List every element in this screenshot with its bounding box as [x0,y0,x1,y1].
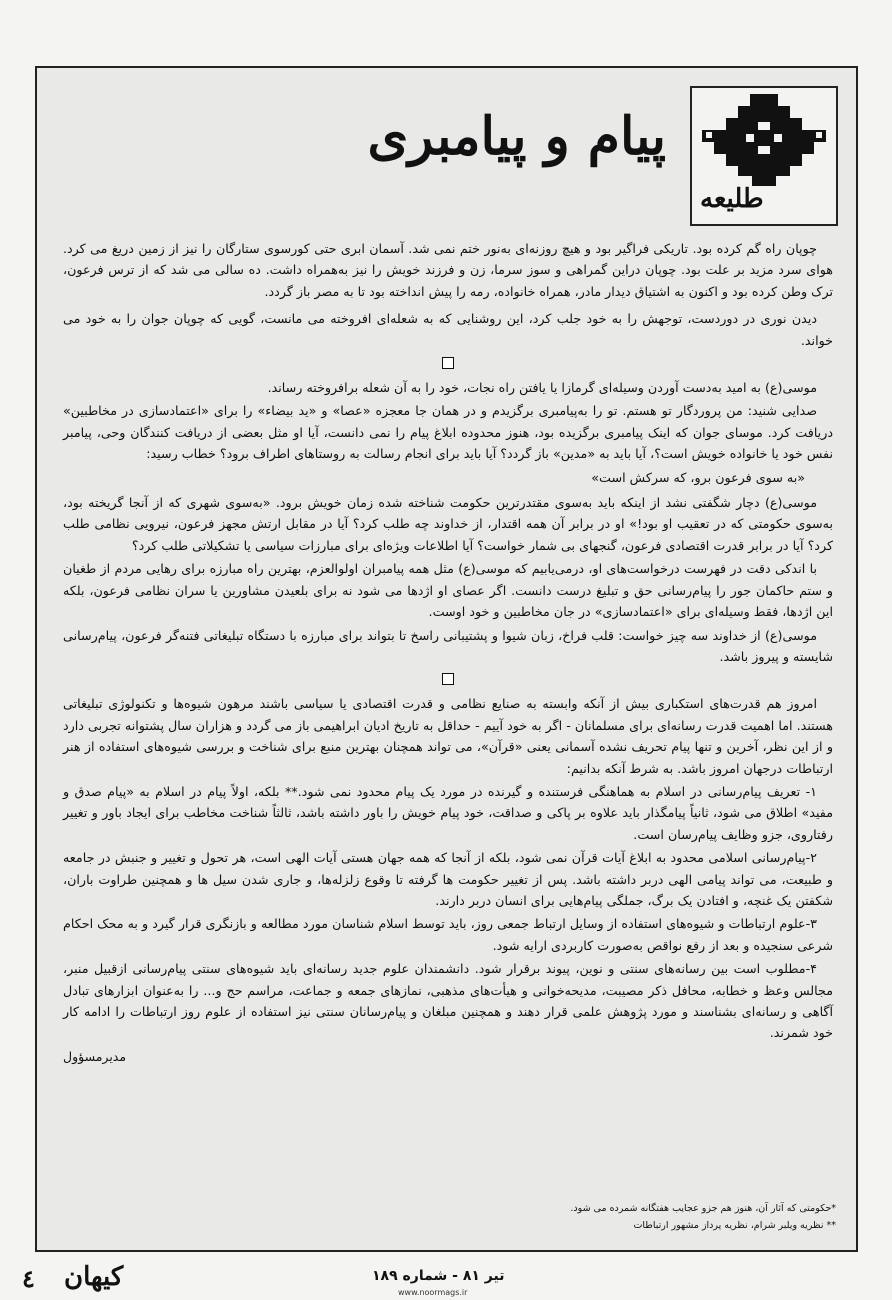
section-logo-label: طلیعه [700,184,764,214]
issue-info: تیر ۸۱ - شماره ۱۸۹ [372,1268,505,1284]
footnote: ** نظریه ویلبر شرام، نظریه پرداز مشهور ارتباطات [633,1220,836,1231]
website-link[interactable]: www.noormags.ir [398,1288,468,1297]
list-item: ۳-علوم ارتباطات و شیوه‌های استفاده از وسایل ارتباط جمعی روز، باید توسط اسلام شناسان مورد مطالعه و بازنگری قرار گیرد و به محک احکام شرعی سنجیده و بعد از رفع نواقص به‌صورت کاربردی ارایه شود. [63,916,833,953]
magazine-logo: کیهان [64,1262,124,1292]
section-separator [442,673,454,685]
section-separator [442,357,454,369]
footnote: *حکومتی که آثار آن، هنوز هم جزو عجایب هفتگانه شمرده می شود. [570,1203,836,1214]
list-item: ۲-پیام‌رسانی اسلامی محدود به ابلاغ آیات قرآن نمی شود، بلکه از آنجا که همه جهان هستی آیات الهی است، هر تحول و تغییر و جنبش در جامعه و طبیعت، می تواند پیامی الهی دربر داشته باشد. پس از تغییر حکومت ها گرفته تا وقوع زلزله‌ها، و جاری شدن سیل ها و همچنین طراوت باران، شکفتن یک غنچه، و افتادن یک برگ، جملگی پیام‌هایی برای انسان دربر دارند. [63,850,833,908]
paragraph: دیدن نوری در دوردست، توجهش را به خود جلب کرد، این روشنایی که به شعله‌ای افروخته می مانست، گویی که چوپان جوان را به خود می خواند. [63,311,833,348]
section-logo [690,86,838,226]
paragraph: با اندکی دقت در فهرست درخواست‌های او، درمی‌یابیم که موسی(ع) مثل همه پیامبران اولوالعزم، بهترین راه مبارزه برای رهایی مردم از طغیان و ستم حاکمان جور را پیام‌رسانی حق و تبلیغ درست دانست. اگر عصای او اژدها می شود نه برای بلعیدن مشاورین یا سران نظامی فرعون، بلکه این اژدها، فقط وسیله‌ای برای «اعتمادسازی» در جان مخاطبین و خود اوست. [63,561,833,620]
list-item: ۴-مطلوب است بین رسانه‌های سنتی و نوین، پیوند برقرار شود. دانشمندان علوم جدید رسانه‌ای باید شیوه‌های سنتی پیام‌رسانی ازقبیل منبر، مجالس وعظ و خطابه، محافل ذکر مصیبت، مدیحه‌خوانی و هیأت‌های مذهبی، نمازهای جمعه و جماعت، مراسم حج و... را به‌عنوان ابزارهای تبادل آگاهی و رسانه‌ای بشناسند و مورد پژوهش علمی قرار دهند و همچنین مبلغان و پیام‌رسانان سنتی نیز استفاده از علوم روز ارتباطات را ادامه کار خود شمرند. [63,961,833,1041]
list-item: ۱- تعریف پیام‌رسانی در اسلام به هماهنگی فرستنده و گیرنده در مورد یک پیام محدود نمی شود.** بلکه، اولاً پیام در اسلام به «پیام صدق و مفید» اطلاق می شود، ثانیاً پیامگذار باید علاوه بر پاکی و صداقت، خود پیام خویش را باور داشته باشد، ثالثاً شناخت مخاطب برای ایجاد باور و تغییر رفتاروی، جزو وظایف پیام‌رسان است. [63,783,833,842]
page-number: ٤ [22,1264,35,1293]
paragraph: صدایی شنید: من پروردگار تو هستم. تو را به‌پیامبری برگزیدم و در همان جا معجزه «عصا» و «ید بیضاء» را برای «اعتمادسازی در مخاطبین» دریافت کرد. موسای جوان که اینک پیامبری برگزیده بود، هنوز محدوده ابلاغ پیام را نمی دانست، آیا او مثل بعضی از دریافت کنندگان وحی، پیامبر نفس خود یا خانواده خویش است؟، آیا باید به «مدین» باز گردد؟ آیا باید برای انجام رسالت به روستاهای اطراف برود؟ خطاب رسید: [63,403,833,462]
signature: مدیرمسؤول [63,1048,127,1064]
page-footer [0,1258,892,1300]
page-title: پیام و پیامبری [367,106,666,167]
paragraph: امروز هم قدرت‌های استکباری بیش از آنکه وابسته به صنایع نظامی و قدرت اقتصادی یا سیاسی باشند مرهون شیوه‌ها و تکنولوژی تبلیغاتی هستند. اما اهمیت قدرت رسانه‌ای برای مسلمانان - اگر به خود آییم - حداقل به تاریخ ادیان ابراهیمی باز می گردد و هزاران سال پشتوانه تجربی دارد و از این نظر، آخرین و تنها پیام تحریف نشده آسمانی یعنی «قرآن»، می تواند همچنان بهترین منبع برای شناخت و بررسی شیوه‌های استفاده از هنر ارتباطات درجهان امروز باشد. به شرط آنکه بدانیم: [63,696,833,776]
article-body [63,238,833,1067]
paragraph: موسی(ع) به امید به‌دست آوردن وسیله‌ای گرمازا یا یافتن راه نجات، خود را به آن شعله برافروخته رساند. [267,380,817,396]
footnotes [570,1200,836,1234]
article-frame [35,66,858,1252]
paragraph: موسی(ع) دچار شگفتی نشد از اینکه باید به‌سوی مقتدرترین حکومت شناخته شده زمان خویش برود. «به‌سوی شهری که از آنجا گریخته بود، به‌سوی حکومتی که در تعقیب او بود!» او در برابر آن همه اقتدار، از خداوند چه طلب کرد؟ آیا در مقابل ارتش مجهز فرعون، نیرویی نظامی طلب کرد؟ آیا در برابر قدرت اقتصادی فرعون، گنجهای بی شمار خواست؟ آیا اطلاعات ویژه‌ای برای مبارزات سیاسی یا تشکیلاتی طلب کرد؟ [63,495,833,553]
quote: «به سوی فرعون برو، که سرکش است» [591,469,805,485]
paragraph: موسی(ع) از خداوند سه چیز خواست: قلب فراخ، زبان شیوا و پشتیبانی راسخ تا بتواند برای مبارزه با دستگاه تبلیغاتی فتنه‌گر فرعون، پیام‌رسانی شایسته و پیروز باشد. [63,627,833,664]
paragraph: چوپان راه گم کرده بود. تاریکی فراگیر بود و هیچ روزنه‌ای به‌نور ختم نمی شد. آسمان ابری حتی کورسوی ستارگان را نیز از زمین دریغ می کرد. هوای سرد مزید بر علت بود. چوپان دراین گمراهی و سوز سرما، زن و فرزند خویش را نیز به‌همراه داشت. ده سالی می شد که از ترس فرعون، ترک وطن کرده بود و اکنون به اشتیاق دیدار مادر، همراه خانواده، رمه را پیش انداخته بود تا به مصر باز گردد. [63,241,833,299]
